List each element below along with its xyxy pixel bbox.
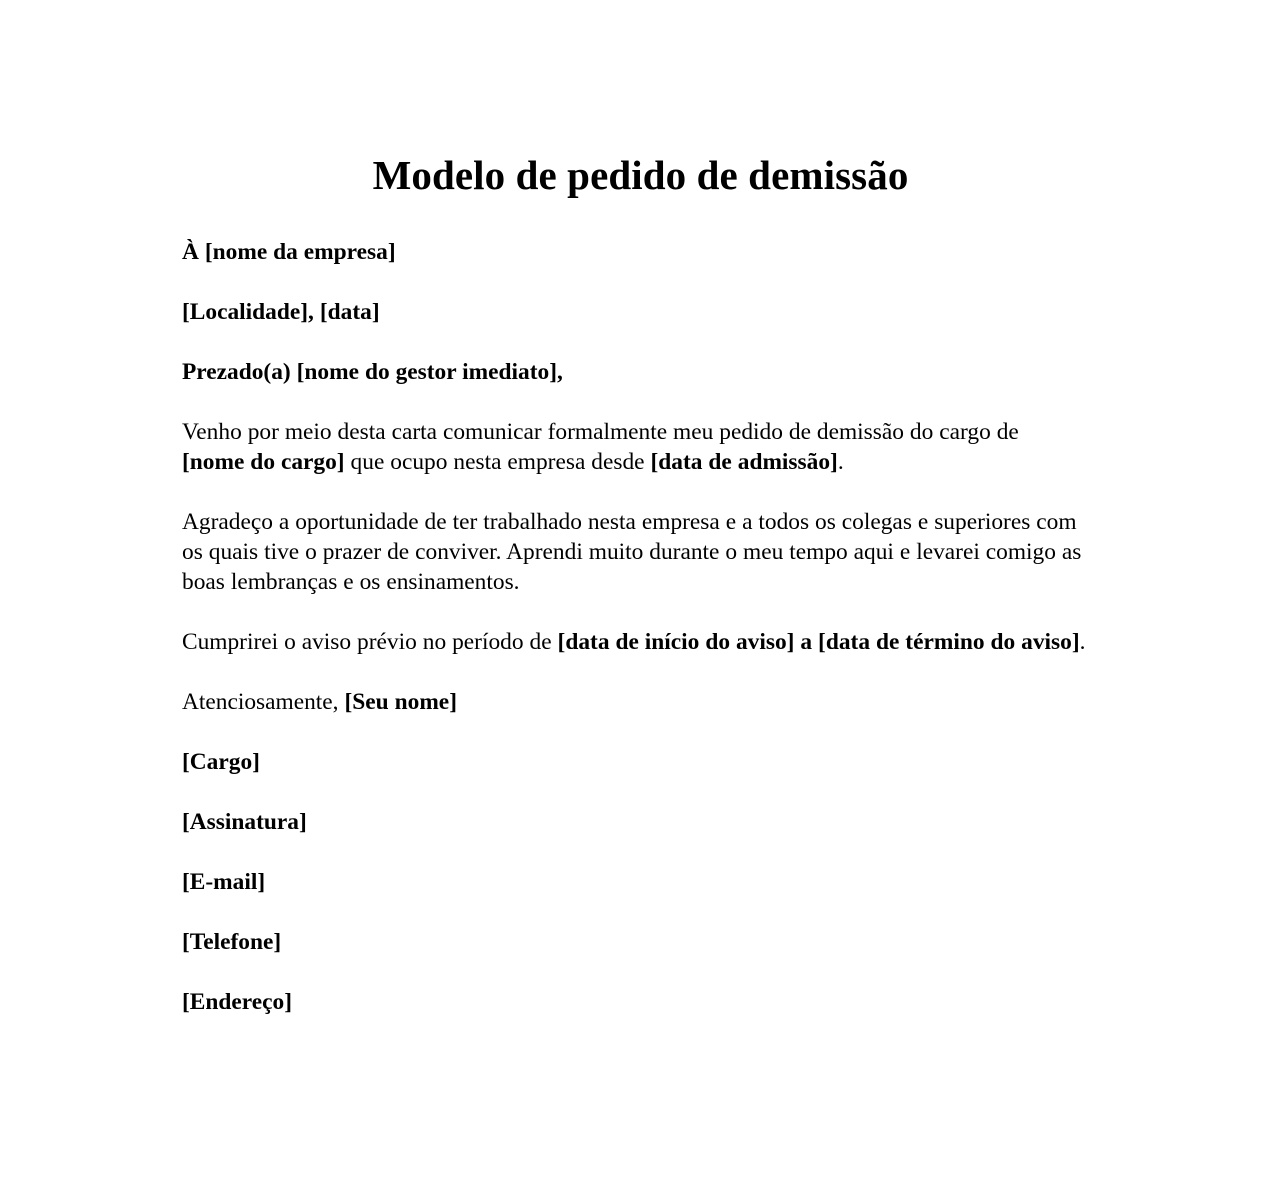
- placeholder-hire-date: [data de admissão]: [650, 449, 838, 475]
- salutation-line: Prezado(a) [nome do gestor imediato],: [182, 359, 563, 385]
- signature-field-telefone: [Telefone]: [182, 929, 282, 955]
- resignation-text-1: Venho por meio desta carta comunicar formalmente meu pedido de demissão do cargo de: [182, 419, 1019, 445]
- notice-text-2: .: [1079, 629, 1086, 655]
- page-title: Modelo de pedido de demissão: [372, 152, 909, 198]
- letter-body: [182, 237, 1087, 1017]
- valediction-text: Atenciosamente,: [182, 689, 345, 715]
- resignation-text-2: que ocupo nesta empresa desde: [344, 449, 651, 475]
- paragraph-resignation: [182, 417, 1087, 477]
- signature-field-email: [E-mail]: [182, 869, 266, 895]
- paragraph-notice-period: [182, 627, 1087, 657]
- paragraph-thanks: Agradeço a oportunidade de ter trabalhado nesta empresa e a todos os colegas e superiores com os quais tive o prazer de conviver. Aprendi muito durante o meu tempo aqui e levarei comigo as boas lembranças e os ensinamentos.: [182, 509, 1082, 595]
- resignation-text-3: .: [837, 449, 844, 475]
- placeholder-job-title: [nome do cargo]: [182, 449, 345, 475]
- closing-line: [182, 687, 1087, 717]
- signature-field-endereco: [Endereço]: [182, 989, 292, 1015]
- signature-field-assinatura: [Assinatura]: [182, 809, 307, 835]
- placeholder-your-name: [Seu nome]: [344, 689, 457, 715]
- signature-field-cargo: [Cargo]: [182, 749, 260, 775]
- place-and-date-line: [Localidade], [data]: [182, 299, 380, 325]
- addressee-line: À [nome da empresa]: [182, 239, 396, 265]
- placeholder-notice-dates: [data de início do aviso] a [data de término do aviso]: [557, 629, 1080, 655]
- notice-text-1: Cumprirei o aviso prévio no período de: [182, 629, 558, 655]
